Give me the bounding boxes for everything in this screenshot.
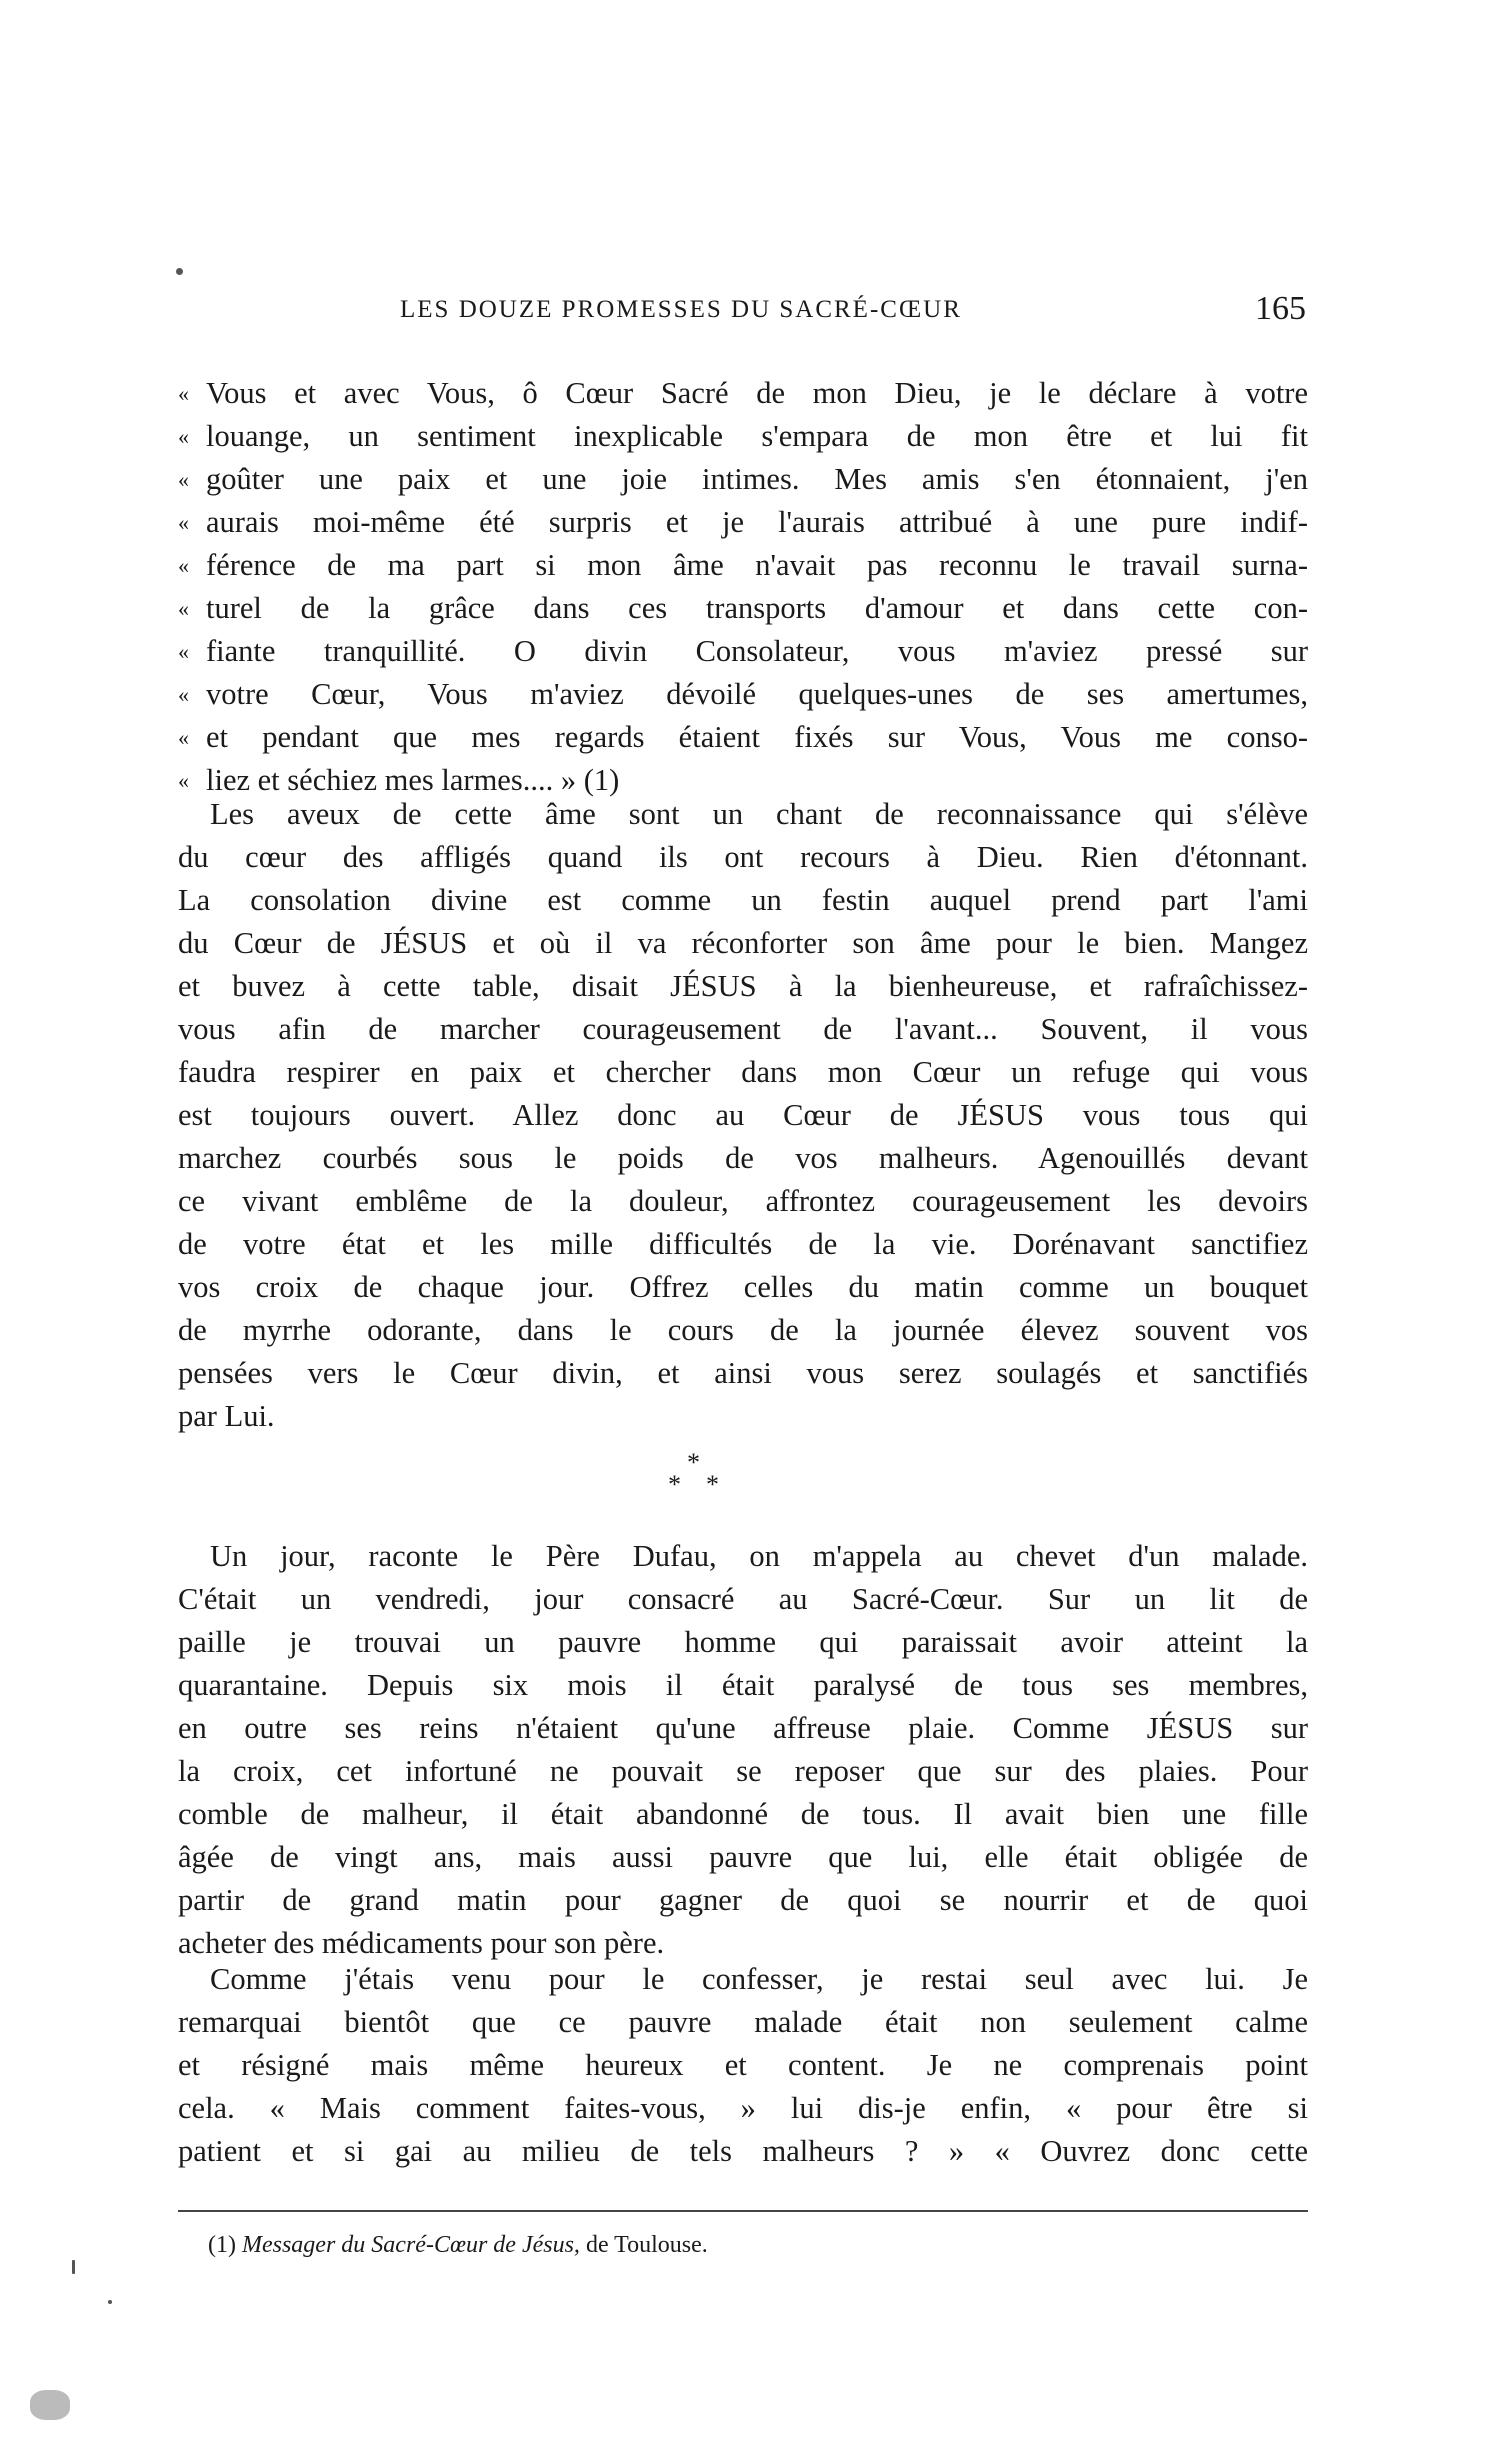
footnote [208, 2232, 708, 2259]
text-line: du Cœur de JÉSUS et où il va réconforter son âme pour le bien. Mangez [178, 926, 1308, 960]
ink-speck [108, 2300, 112, 2304]
quote-line: « férence de ma part si mon âme n'avait pas reconnu le travail surna- [178, 548, 1308, 582]
separator-star: * [687, 1448, 700, 1477]
text-line: ce vivant emblême de la douleur, affrontez courageusement les devoirs [178, 1184, 1308, 1218]
text-line: de votre état et les mille difficultés de la vie. Dorénavant sanctifiez [178, 1227, 1308, 1261]
text-line: vos croix de chaque jour. Offrez celles du matin comme un bouquet [178, 1270, 1308, 1304]
text-line: la croix, cet infortuné ne pouvait se reposer que sur des plaies. Pour [178, 1754, 1308, 1788]
section-separator [0, 1448, 1506, 1508]
text-line: du cœur des affligés quand ils ont recours à Dieu. Rien d'étonnant. [178, 840, 1308, 874]
quote-line: « Vous et avec Vous, ô Cœur Sacré de mon Dieu, je le déclare à votre [178, 376, 1308, 410]
text-line: patient et si gai au milieu de tels malheurs ? » « Ouvrez donc cette [178, 2134, 1308, 2168]
quote-line: « fiante tranquillité. O divin Consolateur, vous m'aviez pressé sur [178, 634, 1308, 668]
text-line: quarantaine. Depuis six mois il était paralysé de tous ses membres, [178, 1668, 1308, 1702]
paragraph-consolation [178, 793, 1308, 1438]
quoted-passage [178, 372, 1308, 802]
footnote-place: de Toulouse. [585, 2232, 708, 2258]
text-line: Un jour, raconte le Père Dufau, on m'appela au chevet d'un malade. [210, 1539, 1308, 1573]
text-line: âgée de vingt ans, mais aussi pauvre que lui, elle était obligée de [178, 1840, 1308, 1874]
footnote-divider [178, 2210, 1308, 2212]
text-line: marchez courbés sous le poids de vos malheurs. Agenouillés devant [178, 1141, 1308, 1175]
text-line: comble de malheur, il était abandonné de tous. Il avait bien une fille [178, 1797, 1308, 1831]
text-line: Les aveux de cette âme sont un chant de reconnaissance qui s'élève [210, 797, 1308, 831]
quote-line: « turel de la grâce dans ces transports d'amour et dans cette con- [178, 591, 1308, 625]
paragraph-anecdote [178, 1535, 1308, 1965]
text-line: par Lui. [178, 1399, 275, 1433]
text-line: paille je trouvai un pauvre homme qui paraissait avoir atteint la [178, 1625, 1308, 1659]
quote-line: « votre Cœur, Vous m'aviez dévoilé quelques-unes de ses amertumes, [178, 677, 1308, 711]
page-number: 165 [1255, 290, 1306, 327]
text-line: remarquai bientôt que ce pauvre malade était non seulement calme [178, 2005, 1308, 2039]
footnote-marker: (1) [208, 2232, 236, 2258]
page-header [0, 290, 1506, 334]
ink-speck [72, 2260, 75, 2274]
text-line: de myrrhe odorante, dans le cours de la journée élevez souvent vos [178, 1313, 1308, 1347]
text-line: vous afin de marcher courageusement de l'avant... Souvent, il vous [178, 1012, 1308, 1046]
separator-star: * [668, 1470, 681, 1499]
quote-line: « et pendant que mes regards étaient fixés sur Vous, Vous me conso- [178, 720, 1308, 754]
text-line: cela. « Mais comment faites-vous, » lui dis-je enfin, « pour être si [178, 2091, 1308, 2125]
running-title: LES DOUZE PROMESSES DU SACRÉ-CŒUR [400, 296, 962, 323]
scan-artifact [30, 2390, 70, 2420]
text-line: et buvez à cette table, disait JÉSUS à la bienheureuse, et rafraîchissez- [178, 969, 1308, 1003]
text-line: La consolation divine est comme un festin auquel prend part l'ami [178, 883, 1308, 917]
text-line: et résigné mais même heureux et content. Je ne comprenais point [178, 2048, 1308, 2082]
quote-line: « liez et séchiez mes larmes.... » (1) [178, 763, 620, 797]
text-line: pensées vers le Cœur divin, et ainsi vous serez soulagés et sanctifiés [178, 1356, 1308, 1390]
quote-line: « aurais moi-même été surpris et je l'aurais attribué à une pure indif- [178, 505, 1308, 539]
separator-star: * [706, 1470, 719, 1499]
text-line: C'était un vendredi, jour consacré au Sacré-Cœur. Sur un lit de [178, 1582, 1308, 1616]
footnote-source: Messager du Sacré-Cœur de Jésus, [241, 2232, 580, 2258]
paragraph-confession [178, 1958, 1308, 2173]
text-line: acheter des médicaments pour son père. [178, 1926, 665, 1960]
text-line: est toujours ouvert. Allez donc au Cœur de JÉSUS vous tous qui [178, 1098, 1308, 1132]
quote-line: « louange, un sentiment inexplicable s'empara de mon être et lui fit [178, 419, 1308, 453]
text-line: Comme j'étais venu pour le confesser, je restai seul avec lui. Je [210, 1962, 1308, 1996]
text-line: en outre ses reins n'étaient qu'une affreuse plaie. Comme JÉSUS sur [178, 1711, 1308, 1745]
quote-line: « goûter une paix et une joie intimes. Mes amis s'en étonnaient, j'en [178, 462, 1308, 496]
text-line: partir de grand matin pour gagner de quoi se nourrir et de quoi [178, 1883, 1308, 1917]
text-line: faudra respirer en paix et chercher dans mon Cœur un refuge qui vous [178, 1055, 1308, 1089]
ink-speck [176, 268, 183, 275]
